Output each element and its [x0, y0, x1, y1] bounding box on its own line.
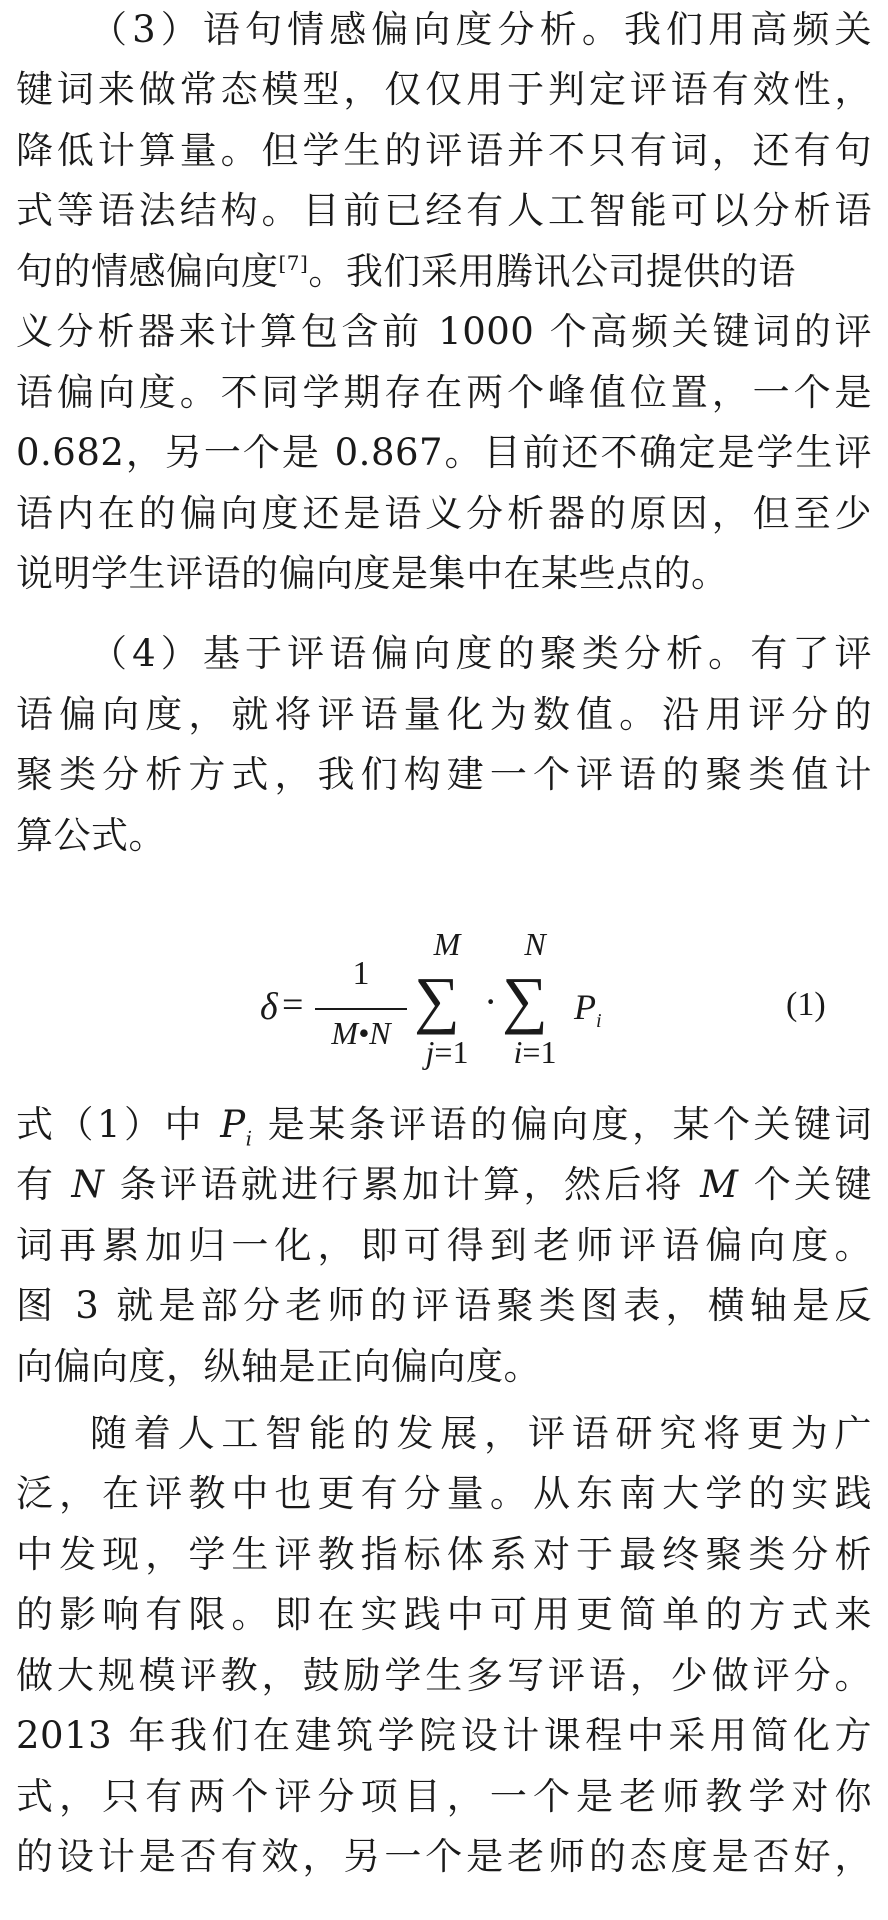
para4-line-4: 算公式。	[16, 814, 166, 857]
para4-line-2: 语偏向度，就将评语量化为数值。沿用评分的	[16, 693, 872, 736]
after-l1-var: P	[220, 1103, 246, 1146]
term-sub: i	[596, 1010, 602, 1033]
sum2-lower	[498, 1034, 572, 1071]
final-line-8: 的设计是否有效，另一个是老师的态度是否好，	[16, 1835, 872, 1878]
sum2-upper: N	[524, 926, 546, 962]
sigma-symbol: ∑	[414, 964, 460, 1035]
formula-equals: =	[282, 984, 304, 1026]
sum1-index: j	[425, 1034, 435, 1070]
equation-number: (1)	[786, 986, 826, 1023]
para3-line-7: 语偏向度。不同学期存在两个峰值位置，一个是	[16, 371, 872, 414]
para3-line-2: 键词来做常态模型，仅仅用于判定评语有效性，	[16, 68, 872, 111]
sum1-upper: M	[433, 926, 461, 962]
para3-line-8: 0.682，另一个是 0.867。目前还不确定是学生评	[16, 431, 872, 474]
sum2-index: i	[513, 1034, 523, 1070]
formula-denominator: M•N	[331, 1015, 391, 1051]
para3-line-1: （3）语句情感偏向度分析。我们用高频关	[90, 8, 872, 51]
after-formula-line-2	[16, 1155, 872, 1215]
sum1-lower	[410, 1034, 484, 1071]
after-l2-c: 个关键	[738, 1163, 872, 1206]
formula-numerator: 1	[352, 955, 370, 992]
para3-line-4: 式等语法结构。目前已经有人工智能可以分析语	[16, 189, 872, 232]
after-l1-b: 是某条评语的偏向度，某个关键词	[252, 1103, 872, 1146]
para3-line-5-b: 。我们采用腾讯公司提供的语	[308, 250, 796, 293]
final-line-4: 的影响有限。即在实践中可用更简单的方式来	[16, 1593, 872, 1636]
final-line-6: 2013 年我们在建筑学院设计课程中采用简化方	[16, 1714, 872, 1757]
sum2-start: =1	[522, 1034, 557, 1070]
after-formula-line-3: 词再累加归一化，即可得到老师评语偏向度。	[16, 1224, 872, 1267]
after-formula-line-1	[16, 1095, 872, 1155]
formula-dot: ·	[484, 979, 498, 1024]
after-formula-line-5: 向偏向度，纵轴是正向偏向度。	[16, 1345, 541, 1388]
sum1-start: =1	[434, 1034, 469, 1070]
formula-delta: δ	[260, 986, 278, 1028]
after-formula-line-4: 图 3 就是部分老师的评语聚类图表，横轴是反	[16, 1284, 872, 1327]
after-l2-a: 有	[16, 1163, 72, 1206]
para4-line-1: （4）基于评语偏向度的聚类分析。有了评	[90, 632, 872, 675]
citation-ref: [7]	[278, 251, 309, 275]
para3-line-5-a: 句的情感偏向度	[16, 250, 279, 293]
term-var: P	[574, 987, 596, 1027]
after-l2-var: N	[71, 1163, 105, 1206]
final-line-3: 中发现，学生评教指标体系对于最终聚类分析	[16, 1533, 872, 1576]
sigma-symbol: ∑	[502, 964, 548, 1035]
final-line-1: 随着人工智能的发展，评语研究将更为广	[90, 1412, 872, 1455]
para4-line-3: 聚类分析方式，我们构建一个评语的聚类值计	[16, 753, 872, 796]
final-line-5: 做大规模评教，鼓励学生多写评语，少做评分。	[16, 1654, 872, 1697]
after-l2-b: 条评语就进行累加计算，然后将	[104, 1163, 701, 1206]
formula-fraction	[315, 955, 407, 1055]
after-l1-a: 式（1）中	[16, 1103, 221, 1146]
para3-line-5	[16, 242, 872, 302]
para3-line-3: 降低计算量。但学生的评语并不只有词，还有句	[16, 129, 872, 172]
final-line-7: 式，只有两个评分项目，一个是老师教学对你	[16, 1775, 872, 1818]
formula-term	[574, 986, 602, 1033]
formula-1	[0, 926, 888, 1080]
fraction-bar	[315, 1008, 407, 1010]
after-l1-sub: i	[245, 1126, 253, 1151]
after-l2-var2: M	[700, 1163, 739, 1206]
sum-over-i	[498, 926, 572, 1080]
para3-line-10: 说明学生评语的偏向度是集中在某些点的。	[16, 552, 729, 595]
para3-line-9: 语内在的偏向度还是语义分析器的原因，但至少	[16, 492, 872, 535]
final-line-2: 泛，在评教中也更有分量。从东南大学的实践	[16, 1472, 872, 1515]
para3-line-6: 义分析器来计算包含前 1000 个高频关键词的评	[16, 310, 872, 353]
sum-over-j	[410, 926, 484, 1080]
